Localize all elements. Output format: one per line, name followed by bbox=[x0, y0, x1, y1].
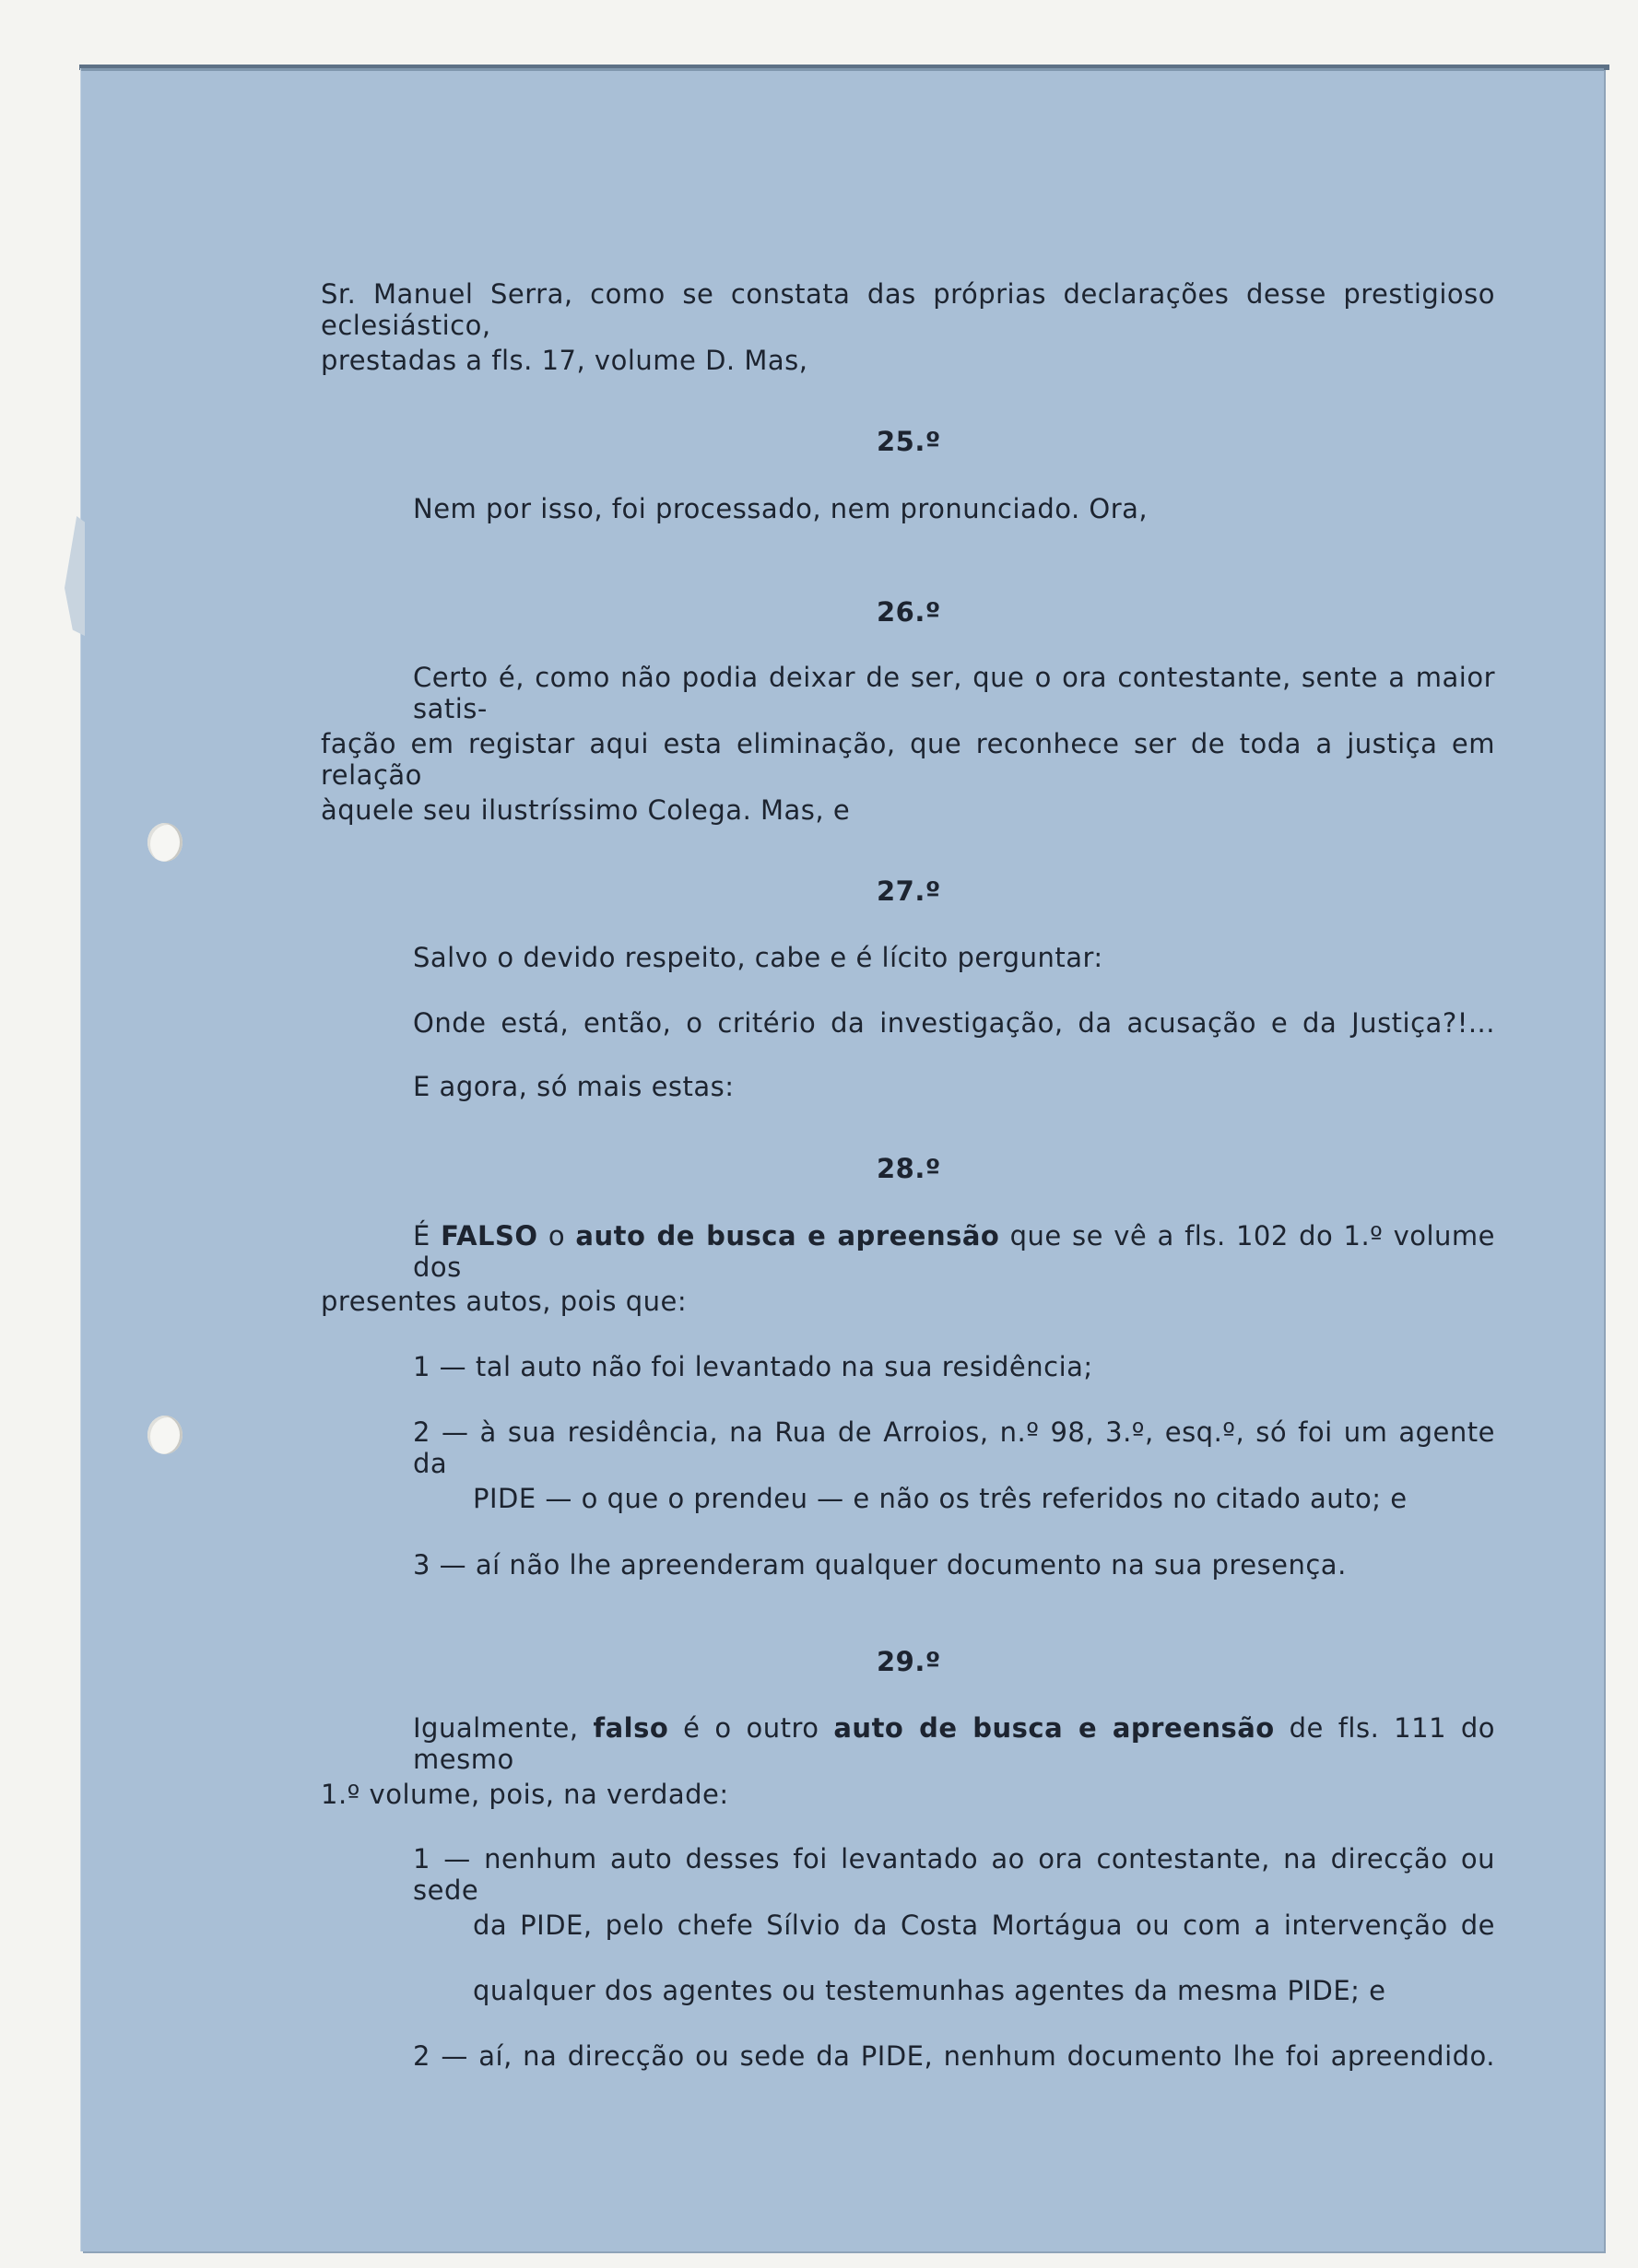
text-line: Nem por isso, foi processado, nem pronunciado. Ora, bbox=[413, 493, 1149, 524]
article-number: 29.º bbox=[877, 1646, 941, 1677]
text-line: Certo é, como não podia deixar de ser, que o ora contestante, sente a maior satis- bbox=[413, 662, 1495, 724]
text-line: Sr. Manuel Serra, como se constata das próprias declarações desse prestigioso eclesiástico, bbox=[321, 278, 1495, 341]
list-item: 1 — tal auto não foi levantado na sua residência; bbox=[413, 1351, 1093, 1382]
article-number: 28.º bbox=[877, 1153, 941, 1184]
list-item: 2 — aí, na direcção ou sede da PIDE, nenhum documento lhe foi apreendido. bbox=[413, 2040, 1495, 2072]
article-number: 27.º bbox=[877, 875, 941, 907]
text-line: prestadas a fls. 17, volume D. Mas, bbox=[321, 345, 808, 376]
list-item-continuation: PIDE — o que o prendeu — e não os três referidos no citado auto; e bbox=[473, 1483, 1408, 1514]
list-item-continuation: qualquer dos agentes ou testemunhas agentes da mesma PIDE; e bbox=[473, 1975, 1386, 2006]
text-line: E agora, só mais estas: bbox=[413, 1071, 735, 1102]
text-line: presentes autos, pois que: bbox=[321, 1286, 688, 1317]
list-item: 2 — à sua residência, na Rua de Arroios, n.º 98, 3.º, esq.º, só foi um agente da bbox=[413, 1416, 1495, 1479]
list-item: 3 — aí não lhe apreenderam qualquer documento na sua presença. bbox=[413, 1549, 1347, 1581]
article-number: 25.º bbox=[877, 426, 941, 457]
text-line: É FALSO o auto de busca e apreensão que se vê a fls. 102 do 1.º volume dos bbox=[413, 1220, 1496, 1283]
text-line: àquele seu ilustríssimo Colega. Mas, e bbox=[321, 794, 851, 826]
text-line: fação em registar aqui esta eliminação, que reconhece ser de toda a justiça em relação bbox=[321, 728, 1495, 791]
text-line: 1.º volume, pois, na verdade: bbox=[321, 1779, 729, 1810]
text-line: Salvo o devido respeito, cabe e é lícito perguntar: bbox=[413, 942, 1103, 973]
article-number: 26.º bbox=[877, 596, 941, 628]
text-line: Onde está, então, o critério da investigação, da acusação e da Justiça?!... bbox=[413, 1007, 1495, 1039]
list-item-continuation: da PIDE, pelo chefe Sílvio da Costa Mortágua ou com a intervenção de bbox=[473, 1910, 1495, 1941]
list-item: 1 — nenhum auto desses foi levantado ao ora contestante, na direcção ou sede bbox=[413, 1843, 1495, 1906]
text-line: Igualmente, falso é o outro auto de busca e apreensão de fls. 111 do mesmo bbox=[413, 1712, 1496, 1775]
